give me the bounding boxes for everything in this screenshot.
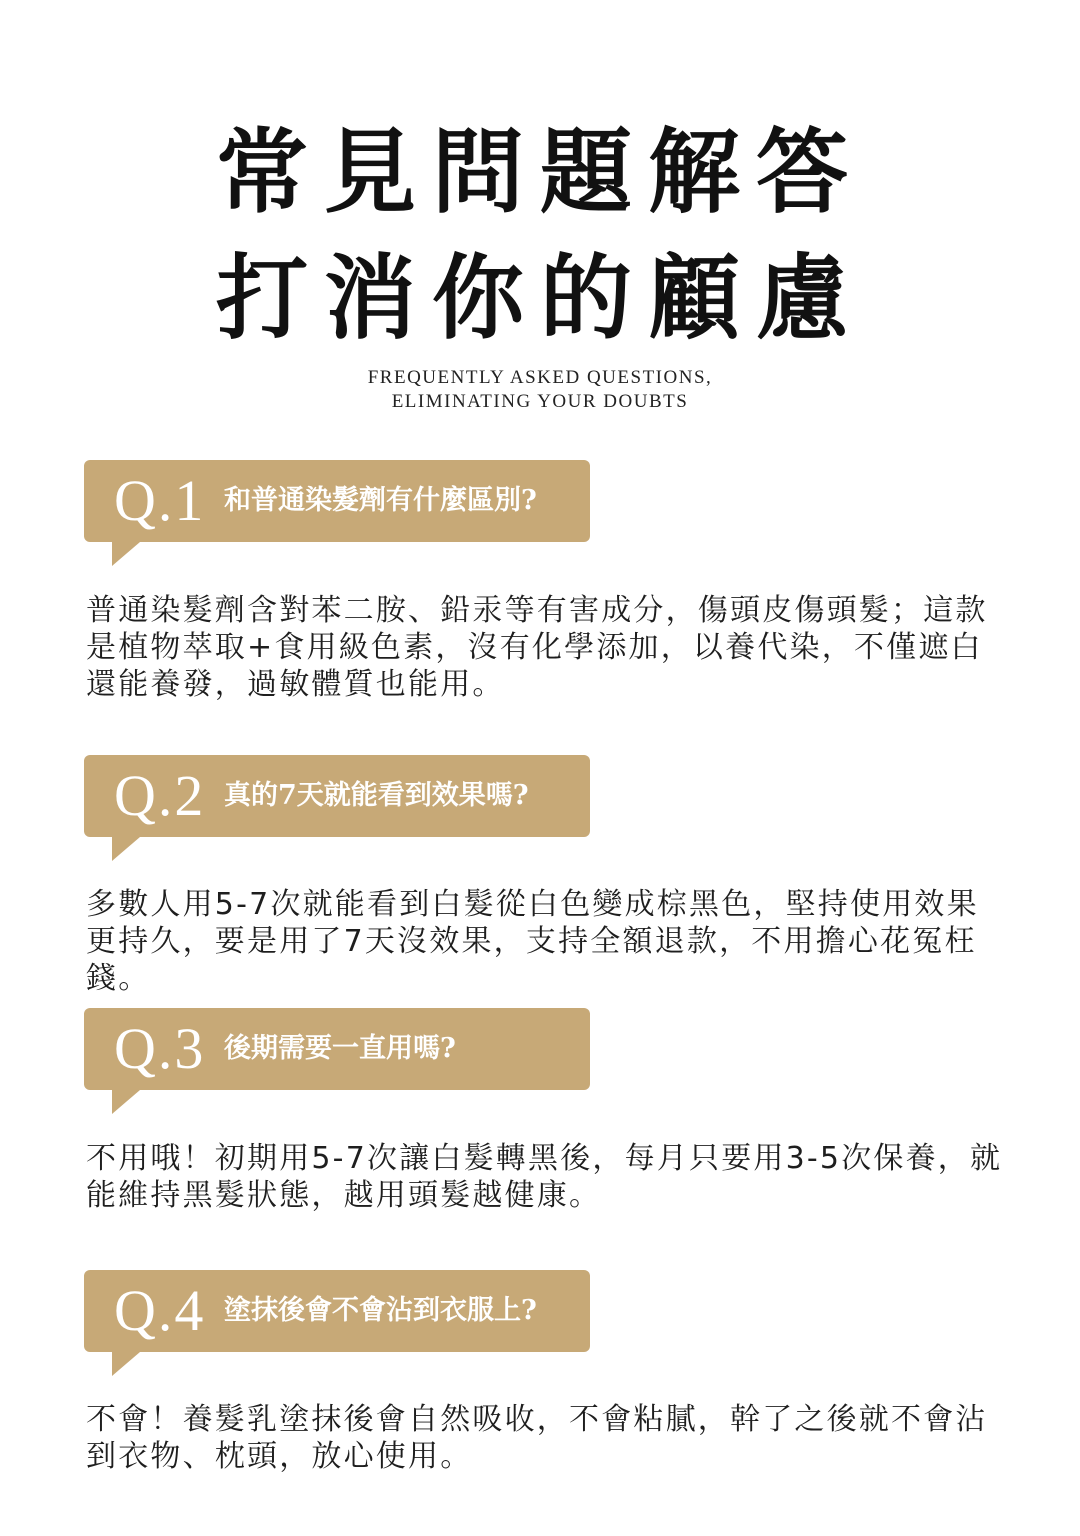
question-badge-4 (84, 1270, 590, 1352)
question-badge-1 (84, 460, 590, 542)
question-text: 塗抹後會不會沾到衣服上? (224, 1295, 537, 1326)
english-subtitle-line-2: ELIMINATING YOUR DOUBTS (391, 391, 689, 412)
question-number: Q.3 (114, 1016, 206, 1081)
page-title-line-2: 打消你的顧慮 (215, 244, 864, 352)
question-text: 和普通染髮劑有什麼區別? (224, 485, 537, 516)
answer-text-2: 多數人用5-7次就能看到白髮從白色變成棕黑色，堅持使用效果更持久，要是用了7天沒效果，支持全額退款，不用擔心花冤枉錢。 (86, 887, 979, 996)
answer-text-4: 不會！養髮乳塗抹後會自然吸收，不會粘膩，幹了之後就不會沾到衣物、枕頭，放心使用。 (86, 1402, 988, 1474)
page-title-line-1: 常見問題解答 (215, 118, 864, 226)
question-badge-3 (84, 1008, 590, 1090)
english-subtitle-line-1: FREQUENTLY ASKED QUESTIONS, (367, 367, 713, 388)
answer-text-1: 普通染髮劑含對苯二胺、鉛汞等有害成分，傷頭皮傷頭髮；這款是植物萃取+食用級色素，沒有化學添加，以養代染，不僅遮白還能養發，過敏體質也能用。 (86, 593, 988, 702)
question-number: Q.2 (114, 763, 206, 828)
question-text: 真的7天就能看到效果嗎? (224, 780, 529, 811)
question-number: Q.1 (114, 468, 206, 533)
answer-text-3: 不用哦！初期用5-7次讓白髮轉黑後，每月只要用3-5次保養，就能維持黑髮狀態，越用頭髮越健康。 (86, 1141, 1003, 1213)
question-number: Q.4 (114, 1278, 206, 1343)
question-badge-2 (84, 755, 590, 837)
question-text: 後期需要一直用嗎? (224, 1033, 456, 1064)
